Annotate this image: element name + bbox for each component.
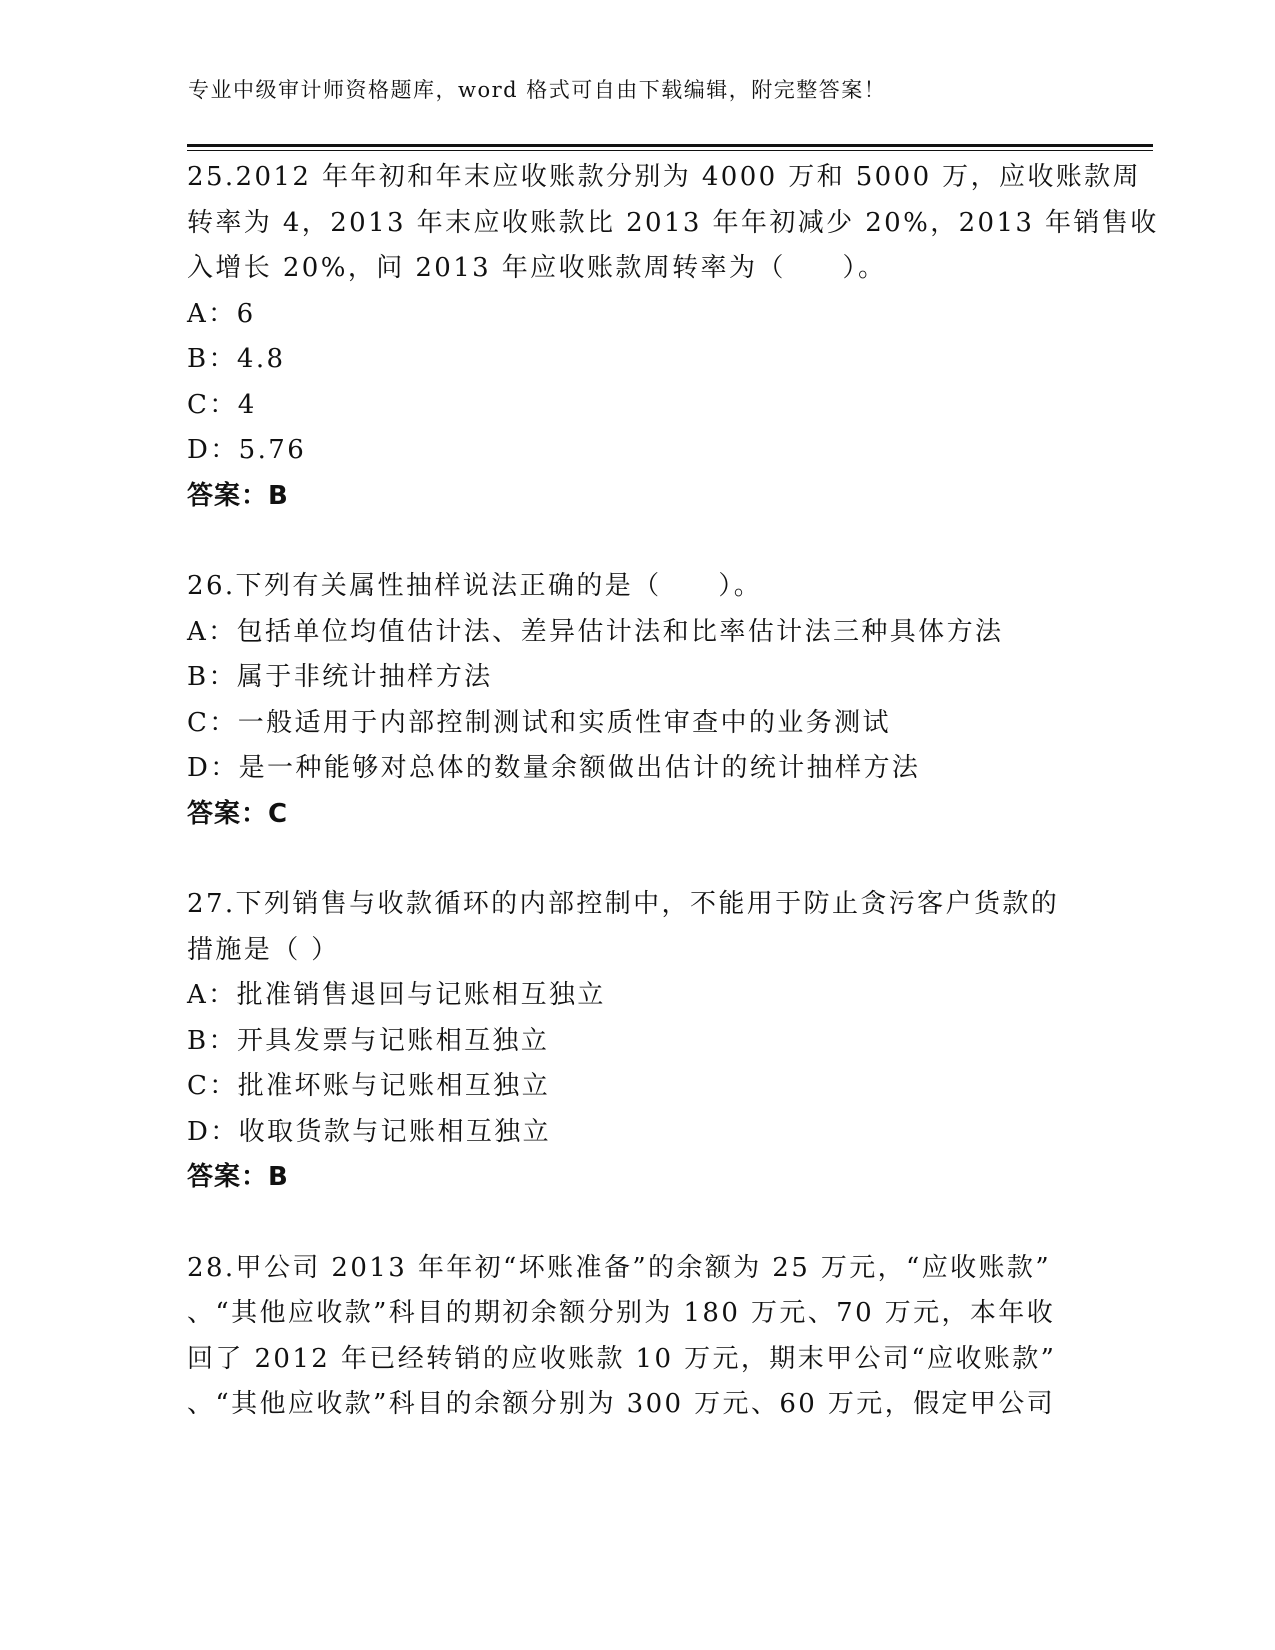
page-header-text: 专业中级审计师资格题库，word 格式可自由下载编辑，附完整答案！ — [188, 78, 887, 102]
answer-label: 答案：B — [187, 480, 289, 511]
header-rule-thin — [187, 150, 1153, 151]
question-stem-line: 26.下列有关属性抽样说法正确的是（ ）。 — [187, 571, 763, 601]
question-28 — [187, 1246, 1087, 1428]
question-stem-line: 25.2012 年年初和年末应收账款分别为 4000 万和 5000 万，应收账款周 — [187, 162, 1141, 192]
question-stem-line: 、“其他应收款”科目的余额分别为 300 万元、60 万元，假定甲公司 — [187, 1389, 1056, 1419]
option-b: B：属于非统计抽样方法 — [187, 662, 493, 692]
option-c: C：4 — [187, 389, 257, 420]
question-stem-line: 回了 2012 年已经转销的应收账款 10 万元，期末甲公司“应收账款” — [187, 1343, 1057, 1374]
option-d: D：收取货款与记账相互独立 — [187, 1116, 552, 1147]
option-a: A：包括单位均值估计法、差异估计法和比率估计法三种具体方法 — [187, 616, 1004, 647]
option-c: C：一般适用于内部控制测试和实质性审查中的业务测试 — [187, 707, 891, 738]
option-d: D：5.76 — [187, 435, 307, 465]
option-b: B：4.8 — [187, 344, 286, 374]
question-27 — [187, 882, 1087, 1201]
option-b: B：开具发票与记账相互独立 — [187, 1025, 550, 1056]
option-d: D：是一种能够对总体的数量余额做出估计的统计抽样方法 — [187, 753, 921, 783]
question-26 — [187, 564, 1087, 837]
question-stem-line: 入增长 20%，问 2013 年应收账款周转率为（ ）。 — [187, 253, 887, 283]
option-a: A：6 — [187, 298, 256, 329]
answer-label: 答案：C — [187, 798, 289, 829]
question-stem-line: 、“其他应收款”科目的期初余额分别为 180 万元、70 万元，本年收 — [187, 1298, 1056, 1328]
option-a: A：批准销售退回与记账相互独立 — [187, 980, 606, 1010]
option-c: C：批准坏账与记账相互独立 — [187, 1071, 551, 1101]
question-stem-line: 转率为 4，2013 年末应收账款比 2013 年年初减少 20%，2013 年销售收 — [187, 207, 1159, 238]
question-stem-line: 措施是（ ） — [187, 934, 340, 965]
header-rule-thick — [187, 144, 1153, 147]
answer-label: 答案：B — [187, 1162, 289, 1192]
question-stem-line: 27.下列销售与收款循环的内部控制中，不能用于防止贪污客户货款的 — [187, 889, 1060, 919]
question-25 — [187, 155, 1159, 519]
question-stem-line: 28.甲公司 2013 年年初“坏账准备”的余额为 25 万元，“应收账款” — [187, 1252, 1052, 1283]
question-list — [187, 155, 1159, 1473]
